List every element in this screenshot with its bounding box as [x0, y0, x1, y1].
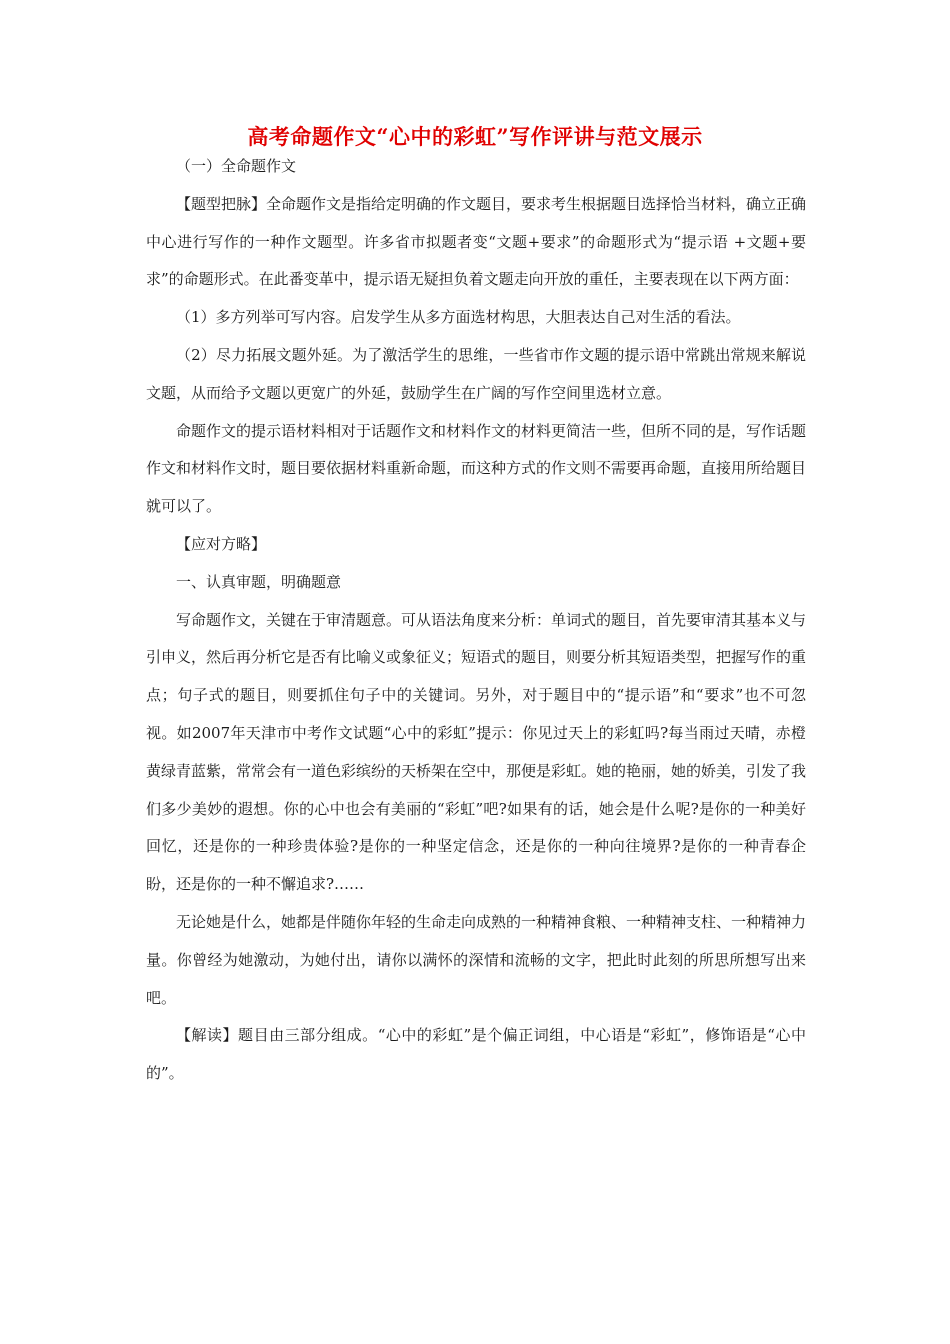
list-item: （2）尽力拓展文题外延。为了激活学生的思维，一些省市作文题的提示语中常跳出常规来解说文题，从而给予文题以更宽广的外延，鼓励学生在广阔的写作空间里选材立意。 — [146, 345, 806, 402]
paragraph: 【解读】题目由三部分组成。“心中的彩虹”是个偏正词组，中心语是“彩虹”，修饰语是“心中的”。 — [146, 1026, 806, 1083]
document-body — [146, 148, 806, 1093]
paragraph: 【题型把脉】全命题作文是指给定明确的作文题目，要求考生根据题目选择恰当材料，确立正确中心进行写作的一种作文题型。许多省市拟题者变“文题+要求”的命题形式为“提示语 +文题+要求”的命题形式。在此番变革中，提示语无疑担负着文题走向开放的重任，主要表现在以下两方面： — [146, 194, 807, 289]
list-item: （1）多方列举可写内容。启发学生从多方面选材构思，大胆表达自己对生活的看法。 — [176, 308, 741, 327]
subsection-heading: 一、认真审题，明确题意 — [176, 572, 342, 591]
paragraph: 无论她是什么，她都是伴随你年轻的生命走向成熟的一种精神食粮、一种精神支柱、一种精神力量。你曾经为她激动，为她付出，请你以满怀的深情和流畅的文字，把此时此刻的所思所想写出来吧。 — [146, 912, 807, 1007]
section-heading: （一）全命题作文 — [176, 157, 297, 175]
paragraph: 写命题作文，关键在于审清题意。可从语法角度来分析：单词式的题目，首先要审清其基本义与引申义，然后再分析它是否有比喻义或象征义；短语式的题目，则要分析其短语类型，把握写作的重点；句子式的题目，则要抓住句子中的关键词。另外，对于题目中的“提示语”和“要求”也不可忽视。如2007年天津市中考作文试题“心中的彩虹”提示：你见过天上的彩虹吗?每当雨过天晴，赤橙黄绿青蓝紫，常常会有一道色彩缤纷的天桥架在空中，那便是彩虹。她的艳丽，她的娇美，引发了我们多少美妙的遐想。你的心中也会有美丽的“彩虹”吧?如果有的话，她会是什么呢?是你的一种美好回忆，还是你的一种珍贵体验?是你的一种坚定信念，还是你的一种向往境界?是你的一种青春企盼，还是你的一种不懈追求?…… — [146, 610, 807, 894]
document-title: 高考命题作文“心中的彩虹”写作评讲与范文展示 — [247, 124, 703, 149]
paragraph: 命题作文的提示语材料相对于话题作文和材料作文的材料更简洁一些，但所不同的是，写作话题作文和材料作文时，题目要依据材料重新命题，而这种方式的作文则不需要再命题，直接用所给题目就可以了。 — [146, 421, 807, 516]
section-heading: 【应对方略】 — [176, 534, 267, 553]
